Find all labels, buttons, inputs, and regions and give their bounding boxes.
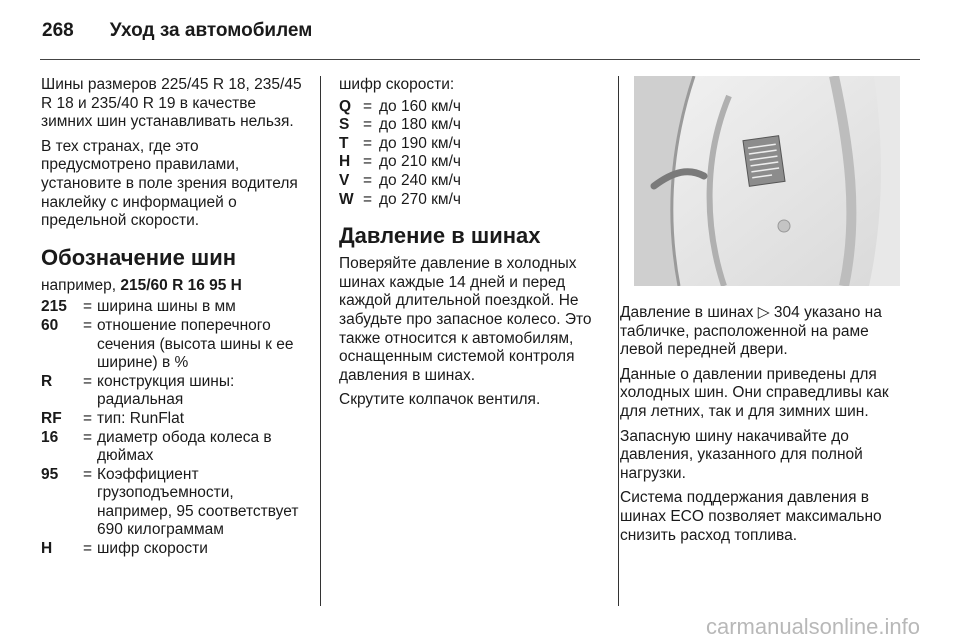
- def-value: шифр скорости: [97, 540, 208, 558]
- speed-value: до 240 км/ч: [379, 171, 461, 189]
- paragraph: Запасную шину накачивайте до давления, указанного для полной нагрузки.: [620, 427, 863, 482]
- page-header: [42, 20, 312, 42]
- def-eq: =: [83, 409, 93, 427]
- speed-value: до 180 км/ч: [379, 116, 461, 134]
- def-key: 95: [41, 465, 59, 483]
- section-heading: Давление в шинах: [339, 223, 541, 249]
- speed-key: W: [339, 190, 354, 208]
- example-line: [41, 277, 307, 296]
- page-number: 268: [42, 20, 74, 41]
- def-row: [41, 298, 307, 317]
- speed-row: [339, 116, 601, 135]
- speed-eq: =: [363, 153, 373, 171]
- speed-row: [339, 172, 601, 191]
- door-frame-photo: [634, 76, 900, 286]
- example-value: 215/60 R 16 95 H: [120, 276, 242, 294]
- header-rule: [40, 59, 920, 60]
- speed-row: [339, 98, 601, 117]
- column-1: [41, 76, 307, 559]
- paragraph: В тех странах, где это предусмотрено правилами, установите в поле зрения водителя наклейку с информацией о предельной скорости.: [41, 137, 298, 230]
- column-2: [339, 76, 601, 416]
- page-ref[interactable]: 304: [773, 304, 800, 321]
- def-eq: =: [83, 298, 93, 316]
- def-eq: =: [83, 465, 93, 483]
- paragraph: Данные о давлении приведены для холодных шин. Они справедливы как для летних, так и для зимних шин.: [620, 365, 889, 420]
- speed-row: [339, 191, 601, 210]
- page-ref-icon[interactable]: ▷: [757, 304, 770, 321]
- def-key: R: [41, 372, 53, 390]
- column-divider: [618, 76, 619, 606]
- speed-eq: =: [363, 134, 373, 152]
- column-divider: [320, 76, 321, 606]
- def-key: H: [41, 540, 53, 558]
- def-row: [41, 410, 307, 429]
- speed-eq: =: [363, 116, 373, 134]
- def-eq: =: [83, 428, 93, 446]
- speed-row: [339, 153, 601, 172]
- speed-row: [339, 135, 601, 154]
- watermark: carmanualsonline.info: [705, 614, 920, 639]
- def-value: диаметр обода колеса в дюймах: [97, 428, 272, 465]
- def-eq: =: [83, 316, 93, 334]
- def-row: [41, 540, 307, 559]
- def-value: конструкция шины: радиальная: [97, 372, 235, 409]
- paragraph: Поверяйте давление в холодных шинах каждые 14 дней и перед каждой длительной поездкой. Не забудьте про запасное колесо. Это также относится к автомобилям, оснащенным системой контроля давления в шинах.: [339, 255, 592, 384]
- speed-value: до 160 км/ч: [379, 97, 461, 115]
- speed-code-list: [339, 98, 601, 210]
- speed-key: Q: [339, 97, 352, 115]
- tire-code-list: [41, 298, 307, 558]
- speed-key: V: [339, 171, 350, 189]
- speed-eq: =: [363, 171, 373, 189]
- speed-eq: =: [363, 190, 373, 208]
- page-title: Уход за автомобилем: [109, 20, 313, 41]
- speed-key: H: [339, 153, 351, 171]
- section-heading: Обозначение шин: [41, 244, 237, 270]
- paragraph: Система поддержания давления в шинах ECO позволяет максимально снизить расход топлива.: [620, 489, 882, 544]
- speed-value: до 210 км/ч: [379, 153, 461, 171]
- def-row: [41, 373, 307, 410]
- text-run: Давление в шинах: [620, 304, 758, 321]
- def-value: ширина шины в мм: [97, 298, 236, 316]
- def-eq: =: [83, 540, 93, 558]
- def-key: 60: [41, 316, 59, 334]
- speed-value: до 190 км/ч: [379, 134, 461, 152]
- def-eq: =: [83, 372, 93, 390]
- def-key: RF: [41, 409, 62, 427]
- def-row: [41, 429, 307, 466]
- def-key: 215: [41, 298, 67, 316]
- paragraph: Скрутите колпачок вентиля.: [339, 391, 541, 409]
- speed-key: T: [339, 134, 349, 152]
- def-value: отношение поперечного сечения (высота шины к ее ширине) в %: [97, 316, 294, 372]
- example-prefix: например,: [41, 276, 121, 294]
- speed-eq: =: [363, 97, 373, 115]
- paragraph: [620, 304, 910, 360]
- def-row: [41, 317, 307, 373]
- def-key: 16: [41, 428, 59, 446]
- def-row: [41, 466, 307, 540]
- def-value: тип: RunFlat: [97, 409, 185, 427]
- text-run: указано на табличке, расположенной на раме левой передней двери.: [620, 304, 882, 359]
- speed-value: до 270 км/ч: [379, 190, 461, 208]
- def-value: Коэффициент грузоподъемности, например, 95 соответствует 690 килограммам: [97, 465, 299, 539]
- column-3: [620, 304, 910, 551]
- speed-intro: шифр скорости:: [339, 76, 455, 93]
- paragraph: Шины размеров 225/45 R 18, 235/45 R 18 и 235/40 R 19 в качестве зимних шин устанавливать нельзя.: [41, 76, 302, 131]
- speed-key: S: [339, 116, 350, 134]
